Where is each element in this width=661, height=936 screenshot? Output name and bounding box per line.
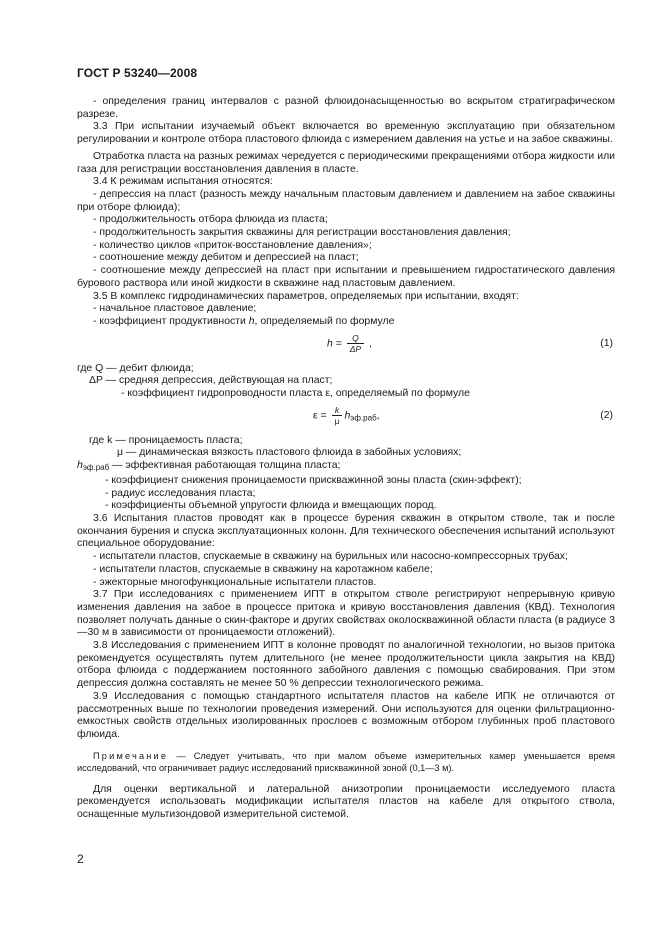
paragraph-anisotropy: Для оценки вертикальной и латеральной анизотропии проницаемости исследуемого пласта рекомендуется использовать модификации испытателя пластов на кабеле для открытого ствола, оснащенные мультизондовой измерительной системой. (77, 783, 615, 821)
formula-2: ε = $\frac{k}{\mu}$ $h_{эф.раб}$, (2) (313, 404, 613, 426)
where-line: - коэффициент гидропроводности пласта ε, определяемый по формуле (121, 388, 470, 400)
paragraph-regimes: Отработка пласта на разных режимах чередуется с периодическими прекращениями отбора жидкости или газа для регистрации восстановления давления в пласте. (77, 150, 615, 175)
where-line: μ — динамическая вязкость пластового флюида в забойных условиях; (117, 447, 462, 459)
where-line: $h_{эф.раб}$ — эффективная работающая толщина пласта; (77, 460, 341, 473)
list-item: - соотношение между дебитом и депрессией на пласт; (93, 252, 359, 264)
note-label: Примечание (93, 750, 169, 761)
list-item: - продолжительность закрытия скважины для регистрации восстановления давления; (93, 227, 511, 239)
list-item: - соотношение между депрессией на пласт при испытании и превышением гидростатического давления бурового раствора или иной жидкости в скважине над пластовым давлением. (77, 265, 615, 289)
paragraph-3-9: 3.9 Исследования с помощью стандартного испытателя пластов на кабеле ИПК не отличаются от рассмотренных выше по технологии проведения измерений. Они используются для оценки фильтрационно-емкостных свойств отдельных изолированных прослоев с возможным отбором глубинных проб пластового флюида. (77, 690, 615, 740)
note-text: — Следует учитывать, что при малом объеме измерительных камер уменьшается время исследований, что ограничивает радиус исследований прискважинной зоной (0,1—3 м). (77, 750, 615, 773)
note (77, 750, 615, 774)
list-item: - коэффициенты объемной упругости флюида и вмещающих пород. (105, 500, 437, 512)
list-item: - начальное пластовое давление; (93, 303, 257, 315)
list-item: - эжекторные многофункциональные испытатели пластов. (93, 576, 377, 588)
list-item: - депрессия на пласт (разность между начальным пластовым давлением и давлением на забое скважины при отборе флюида); (77, 188, 615, 213)
formula-number: (1) (600, 337, 613, 349)
paragraph-3-7: 3.7 При исследованиях с применением ИПТ в открытом стволе регистрируют непрерывную кривую изменения давления на забое в процессе притока и кривую восстановления давления (КВД). Технология позволяет получать данные о скин-факторе и других свойствах околоскважинной области пласта (в радиусе 3—30 м в зависимости от проницаемости отложений). (77, 589, 615, 639)
where-line: ΔP — средняя депрессия, действующая на пласт; (89, 375, 333, 387)
paragraph-item-strat: - определения границ интервалов с разной флюидонасыщенностью во вскрытом стратиграфическом разрезе. (77, 96, 615, 120)
list-item-productivity: - коэффициент продуктивности h, определяемый по формуле (93, 315, 395, 327)
list-item: - радиус исследования пласта; (105, 487, 256, 499)
where-line: где k — проницаемость пласта; (89, 434, 243, 446)
list-item: - испытатели пластов, спускаемые в скважину на каротажном кабеле; (93, 563, 433, 575)
document-body (77, 96, 615, 822)
paragraph-3-4: 3.4 К режимам испытания относятся: (93, 176, 273, 188)
paragraph-3-3: 3.3 При испытании изучаемый объект включается во временную эксплуатацию при обязательном регулировании и контроле отбора пластового флюида с измерением давления на устье и на забое скважины. (77, 121, 615, 146)
paragraph-3-8: 3.8 Исследования с применением ИПТ в колонне проводят по аналогичной технологии, но вызов притока рекомендуется осуществлять путем длительного (не менее продолжительности цикла закрытия на КВД) отбора флюида с поддержанием постоянного забойного давления с помощью свабирования. При этом депрессия должна составлять не менее 50 % депрессии технологического режима. (77, 640, 615, 690)
document-header: ГОСТ Р 53240—2008 (77, 66, 198, 80)
page-number: 2 (77, 852, 84, 866)
list-item: - коэффициент снижения проницаемости прискважинной зоны пласта (скин-эффект); (105, 474, 522, 486)
list-item: - количество циклов «приток-восстановление давления»; (93, 239, 372, 251)
paragraph-3-5: 3.5 В комплекс гидродинамических параметров, определяемых при испытании, входят: (93, 290, 519, 302)
paragraph-3-6: 3.6 Испытания пластов проводят как в процессе бурения скважин в открытом стволе, так и после окончания бурения и спуска эксплуатационных колонн. Для технического обеспечения испытаний используют специальное оборудование: (77, 512, 615, 550)
formula-number: (2) (600, 409, 613, 421)
list-item: - испытатели пластов, спускаемые в скважину на бурильных или насосно-компрессорных трубах; (93, 551, 568, 563)
list-item: - продолжительность отбора флюида из пласта; (93, 214, 328, 226)
formula-1: h = $\frac{Q}{\Delta P}$ , (1) (327, 332, 613, 354)
where-line: где Q — дебит флюида; (77, 362, 194, 374)
